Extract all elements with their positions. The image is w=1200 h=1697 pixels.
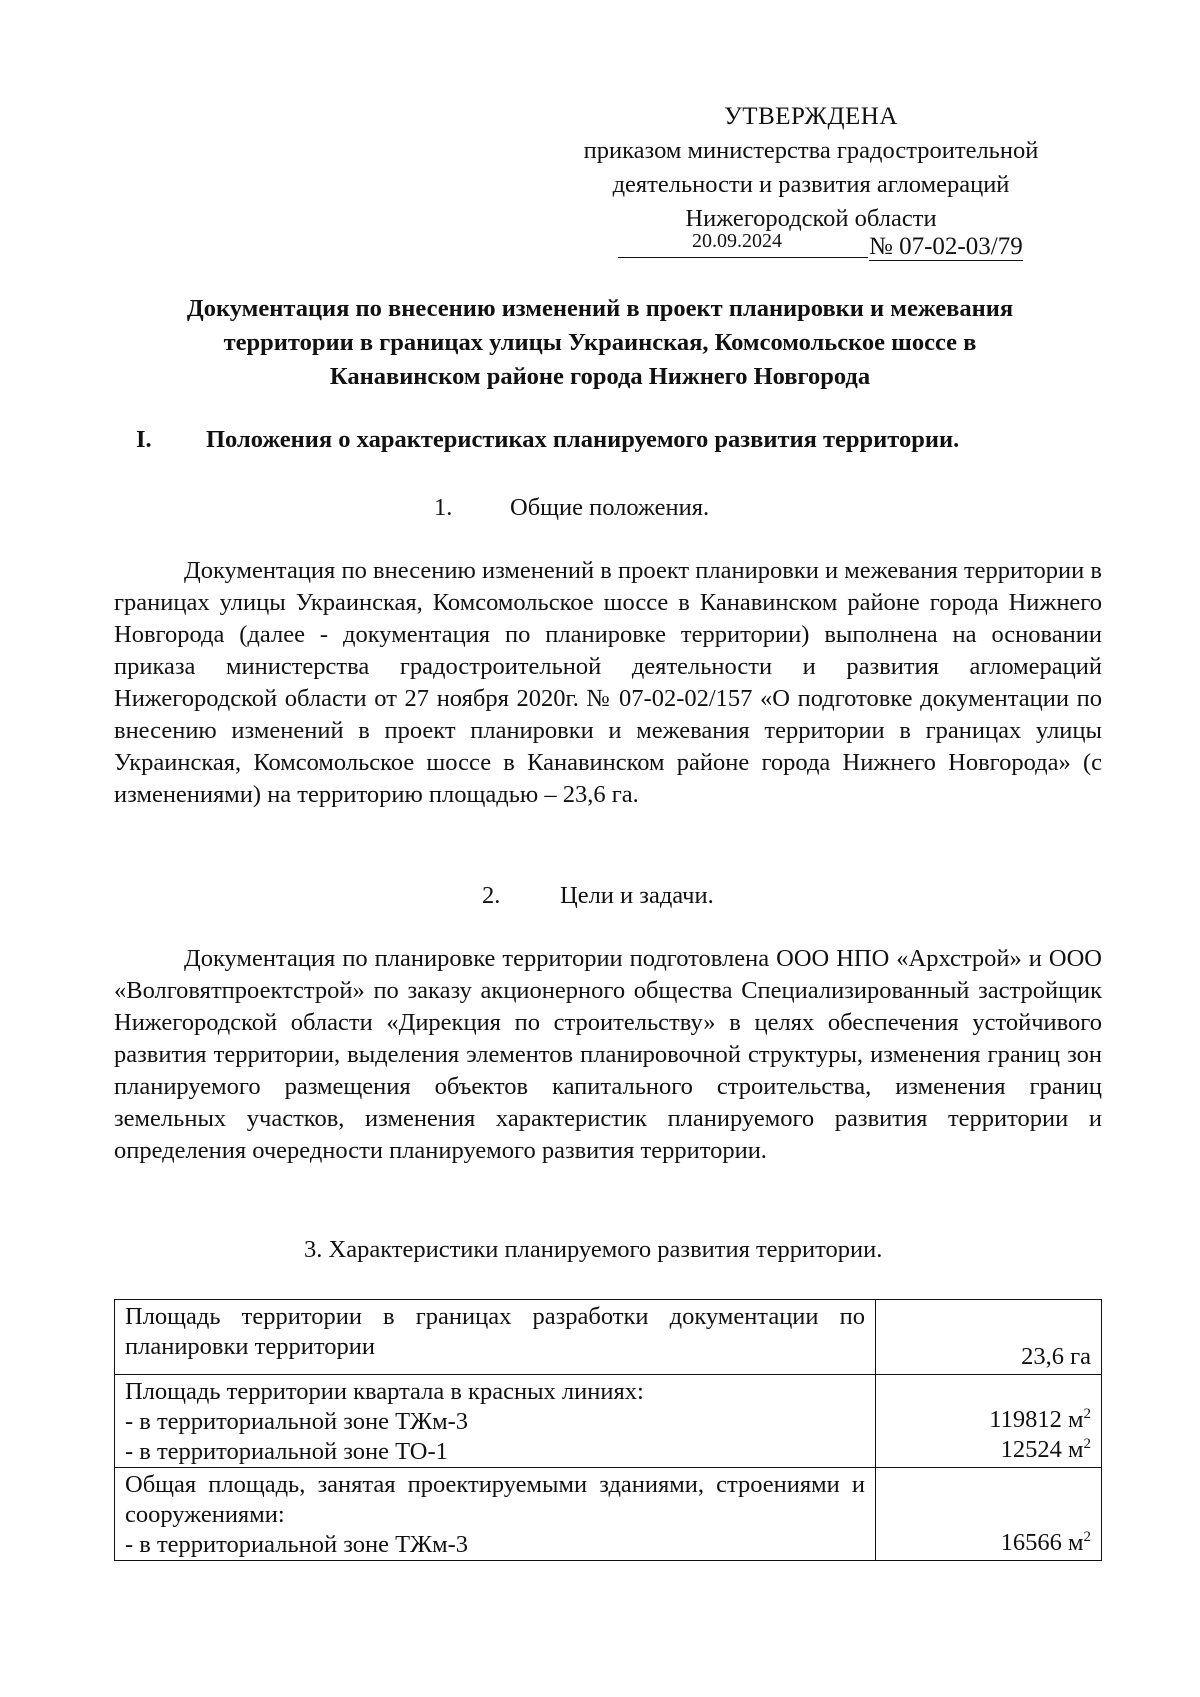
table-row <box>115 1300 1102 1375</box>
table-label-line: - в территориальной зоне ТЖм-3 <box>125 1408 468 1435</box>
paragraph-goals: Документация по планировке территории подготовлена ООО НПО «Архстрой» и ООО «Волговятпроектстрой» по заказу акционерного общества Специализированный застройщик Нижегородской области «Дирекция по строительству» в целях обеспечения устойчивого развития территории, выделения элементов планировочной структуры, изменения границ зон планируемого размещения объектов капитального строительства, изменения границ земельных участков, изменения характеристик планируемого развития территории и определения очередности планируемого развития территории. <box>114 945 1102 1164</box>
subsection-number: 2. <box>482 882 501 909</box>
approval-date: 20.09.2024 <box>692 230 782 252</box>
characteristics-table <box>114 1299 1102 1561</box>
table-row <box>115 1468 1102 1561</box>
date-underline <box>618 257 868 258</box>
table-cell-value <box>876 1300 1102 1375</box>
table-label-line: - в территориальной зоне ТЖм-3 <box>125 1531 468 1558</box>
unit-superscript: 2 <box>1083 1405 1091 1422</box>
table-label-line: Площадь территории квартала в красных линиях: <box>125 1378 644 1405</box>
approval-signature <box>618 230 1038 270</box>
approval-line: деятельности и развития агломераций <box>612 171 1010 198</box>
subsection-title: Цели и задачи. <box>560 882 714 909</box>
table-cell-label <box>115 1300 876 1375</box>
document-title-line: территории в границах улицы Украинская, Комсомольское шоссе в <box>223 329 977 356</box>
unit-superscript: 2 <box>1083 1435 1091 1452</box>
document-title <box>120 292 1080 394</box>
table-value: 16566 м <box>1000 1529 1084 1556</box>
document-title-line: Канавинском районе города Нижнего Новгорода <box>329 363 871 390</box>
section-title: Положения о характеристиках планируемого развития территории. <box>206 426 960 453</box>
document-title-line: Документация по внесению изменений в проект планировки и межевания <box>186 295 1014 322</box>
table-cell-label <box>115 1375 876 1468</box>
approval-number: № 07-02-03/79 <box>869 233 1023 260</box>
table-cell-value <box>876 1468 1102 1561</box>
table-cell-value <box>876 1375 1102 1468</box>
table-value: 12524 м <box>1000 1436 1084 1463</box>
table-cell-label <box>115 1468 876 1561</box>
approval-heading: УТВЕРЖДЕНА <box>724 103 898 130</box>
subsection-title: 3. Характеристики планируемого развития территории. <box>304 1236 883 1263</box>
subsection-number: 1. <box>434 494 453 521</box>
table-label-line: Общая площадь, занятая проектируемыми зданиями, строениями и сооружениями: <box>125 1471 865 1528</box>
table-label-line: Площадь территории в границах разработки документации по планировки территории <box>125 1303 865 1360</box>
section-number: I. <box>136 426 152 453</box>
table-row <box>115 1375 1102 1468</box>
table-value: 119812 м <box>989 1406 1084 1433</box>
paragraph-general: Документация по внесению изменений в проект планировки и межевания территории в границах улицы Украинская, Комсомольское шоссе в Канавинском районе города Нижнего Новгорода (далее - документация по планировке территории) выполнена на основании приказа министерства градостроительной деятельности и развития агломераций Нижегородской области от 27 ноября 2020г. № 07-02-02/157 «О подготовке документации по внесению изменений в проект планировки и межевания территории в границах улицы Украинская, Комсомольское шоссе в Канавинском районе города Нижнего Новгорода» (с изменениями) на территорию площадью – 23,6 га. <box>114 557 1102 808</box>
table-value: 23,6 га <box>1021 1343 1091 1370</box>
subsection-title: Общие положения. <box>510 494 710 521</box>
table-value-line <box>886 1435 1091 1465</box>
approval-line: приказом министерства градостроительной <box>583 137 1039 164</box>
approval-block <box>556 100 1066 236</box>
table-label-line: - в территориальной зоне ТО-1 <box>125 1438 448 1465</box>
unit-superscript: 2 <box>1083 1528 1091 1545</box>
table-value-line <box>886 1405 1091 1435</box>
approval-line: Нижегородской области <box>685 205 937 232</box>
table-value-line <box>886 1528 1091 1558</box>
